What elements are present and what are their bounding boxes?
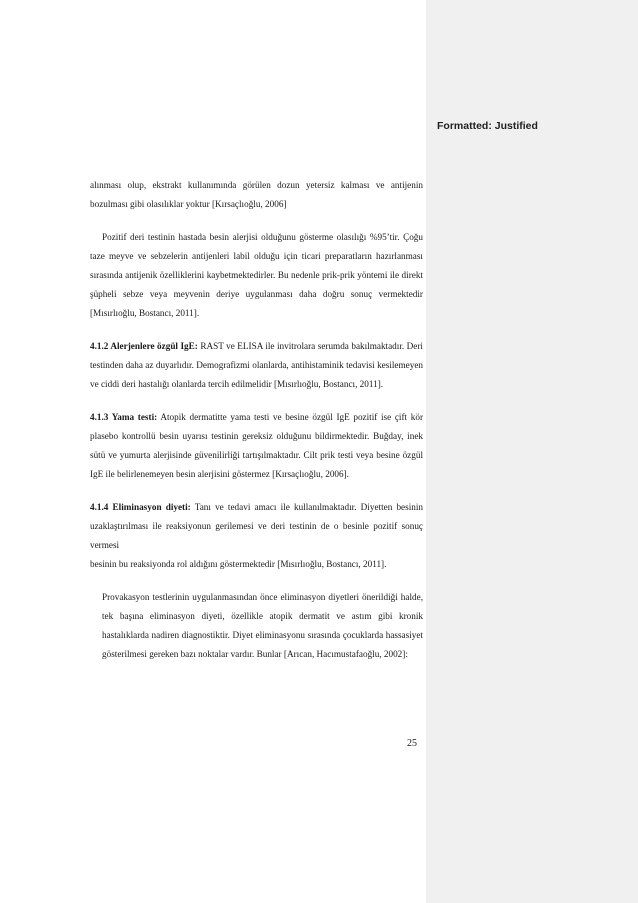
section-4-1-4 [90,498,423,555]
format-comment-label: Formatted: Justified [437,120,538,132]
section-4-1-3-text: Atopik dermatitte yama testi ve besine özgül IgE pozitif ise çift kör plasebo kontrollü besin uyarısı testinin gereksiz olduğunu bildirmektedir. Buğday, inek sütü ve yumurta alerjisinde güvenilirliği tartışılmaktadır. Cilt prik testi veya besine özgül IgE ile belirlenemeyen besin alerjisini göstermez [Kırsaçlıoğlu, 2006]. [90,412,423,479]
section-4-1-4-continuation: besinin bu reaksiyonda rol aldığını göstermektedir [Mısırlıoğlu, Bostancı, 2011]. [90,559,387,569]
section-4-1-3-heading: 4.1.3 Yama testi: [90,412,158,422]
section-4-1-3 [90,408,423,484]
section-4-1-4-text: Tanı ve tedavi amacı ile kullanılmaktadır. Diyetten besinin uzaklaştırılması ile reaksiyonun gerilemesi ve deri testinin de o besinle pozitif sonuç vermesi [90,502,423,550]
section-4-1-2-heading: 4.1.2 Alerjenlere özgül IgE: [90,341,198,351]
section-4-1-2 [90,337,423,394]
comment-sidebar [426,0,638,903]
page-number: 25 [407,738,417,749]
document-body [90,176,423,664]
paragraph-1: alınması olup, ekstrakt kullanımında görülen dozun yetersiz kalması ve antijenin bozulması gibi olasılıklar yoktur [Kırsaçlıoğlu, 2006] [90,180,423,209]
section-4-1-4-heading: 4.1.4 Eliminasyon diyeti: [90,502,191,512]
section-4-1-2-text: RAST ve ELISA ile invitrolara serumda bakılmaktadır. Deri testinden daha az duyarlıdır. Demografizmi olanlarda, antihistaminik tedavisi kesilemeyen ve ciddi deri hastalığı olanlarda tercih edilmelidir [Mısırlıoğlu, Bostancı, 2011]. [90,341,423,389]
paragraph-provakasyon: Provakasyon testlerinin uygulanmasından önce eliminasyon diyetleri önerildiği halde, tek başına eliminasyon diyeti, özellikle atopik dermatit ve astım gibi kronik hastalıklarda nadiren diagnostiktir. Diyet eliminasyonu sırasında çocuklarda hassasiyet gösterilmesi gereken bazı noktalar vardır. Bunlar [Arıcan, Hacımustafaoğlu, 2002]: [102,592,423,659]
paragraph-2: Pozitif deri testinin hastada besin alerjisi olduğunu gösterme olasılığı %95’tir. Çoğu taze meyve ve sebzelerin antijenleri labil olduğu için ticari preparatların hazırlanması sırasında antijenik özelliklerini kaybetmektedirler. Bu nedenle prik-prik yöntemi ile direkt şüpheli sebze veya meyvenin deriye uygulanması daha doğru sonuç vermektedir [Mısırlıoğlu, Bostancı, 2011]. [90,232,423,318]
